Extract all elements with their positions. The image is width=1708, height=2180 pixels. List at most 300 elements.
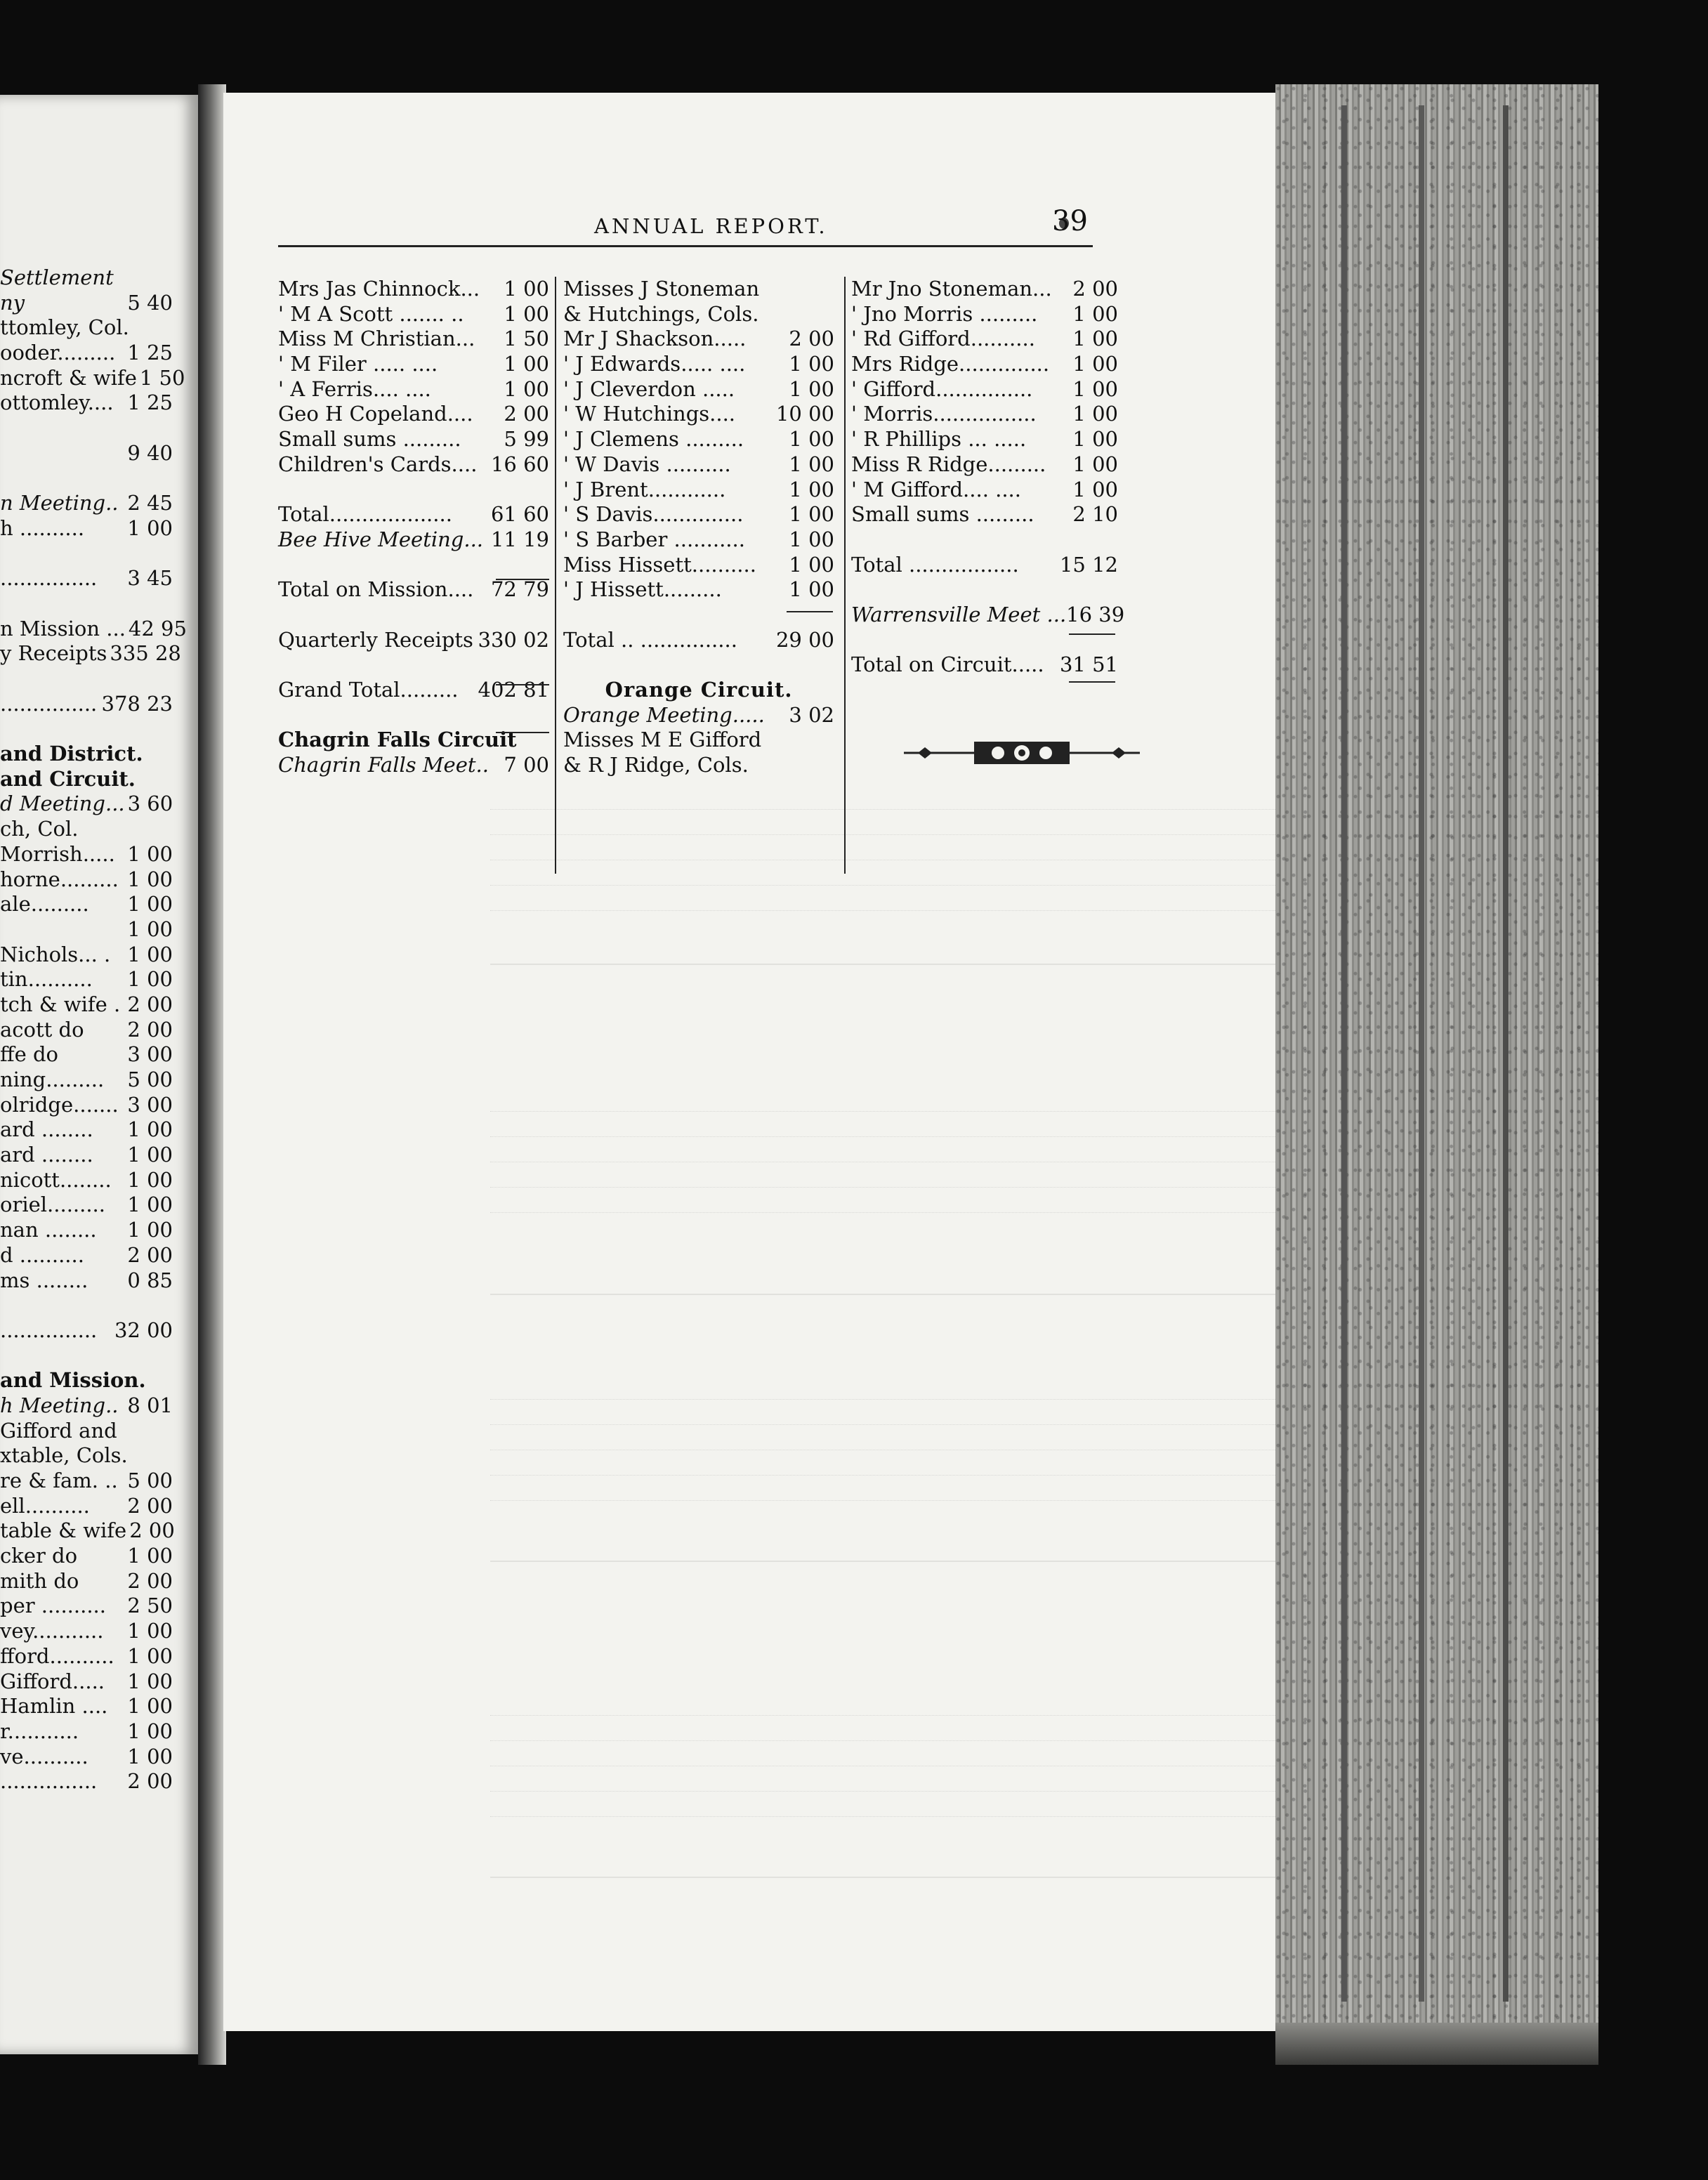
header-rule: [278, 245, 1093, 247]
entry-amount: 1 00: [1072, 452, 1118, 476]
entry-amount: 1 00: [504, 352, 549, 376]
entry-amount: [170, 416, 173, 441]
entry-name: Miss Hissett..........: [563, 552, 756, 577]
ledger-row: [0, 1268, 173, 1294]
ledger-row: [563, 327, 834, 352]
ledger-row: [0, 1368, 173, 1393]
ledger-row: [0, 1644, 173, 1669]
entry-amount: 16 60: [490, 452, 549, 476]
ledger-row: [563, 577, 834, 603]
entry-name: mith do: [0, 1568, 79, 1593]
ledger-row: [0, 1469, 173, 1494]
entry-name: ncroft & wife: [0, 365, 137, 390]
entry-name: ' J Edwards..... ....: [563, 352, 746, 376]
entry-amount: [170, 541, 173, 567]
ledger-row: [0, 1619, 173, 1644]
entry-name: Morrish.....: [0, 841, 115, 866]
entry-name: Total .. ...............: [563, 627, 737, 652]
entry-name: nan ........: [0, 1218, 97, 1242]
entry-amount: 5 00: [127, 1469, 173, 1492]
entry-amount: 1 00: [127, 1744, 173, 1768]
entry-name: nicott........: [0, 1167, 112, 1192]
ledger-row: [278, 527, 549, 553]
entry-name: Mrs Ridge..............: [851, 352, 1050, 376]
ledger-row: [278, 302, 549, 327]
entry-name: Total on Circuit.....: [851, 652, 1044, 677]
entry-name: h ..........: [0, 516, 85, 540]
ledger-row: [0, 265, 173, 291]
entry-amount: 1 00: [504, 277, 549, 301]
entry-name: h Meeting..: [0, 1393, 119, 1417]
ledger-row: [563, 377, 834, 402]
entry-name: Gifford and: [0, 1418, 117, 1443]
ledger-row: [851, 452, 1118, 478]
entry-name: ' Jno Morris .........: [851, 301, 1038, 326]
entry-name: ' M A Scott ....... ..: [278, 301, 464, 326]
ledger-row: [278, 377, 549, 402]
entry-name: re & fam. ..: [0, 1469, 118, 1492]
ledger-row: [0, 541, 173, 567]
ledger-row: [851, 352, 1118, 377]
entry-amount: 1 00: [789, 552, 834, 577]
entry-amount: 1 00: [127, 942, 173, 966]
entry-amount: 1 00: [127, 516, 173, 540]
entry-amount: 2 00: [127, 1493, 173, 1518]
entry-name: Bee Hive Meeting...: [278, 527, 484, 551]
ledger-row: [563, 553, 834, 578]
ledger-row: [0, 1344, 173, 1369]
entry-name: ard ........: [0, 1117, 93, 1142]
ledger-row: [563, 402, 834, 427]
entry-amount: 3 00: [127, 1092, 173, 1117]
entry-name: ...............: [0, 1769, 98, 1794]
entry-amount: 1 00: [789, 427, 834, 452]
entry-name: and District.: [0, 742, 143, 766]
ledger-row: [278, 628, 549, 653]
ledger-row: [0, 466, 173, 492]
entry-name: [563, 603, 834, 628]
page-edge-shadow: [1419, 105, 1424, 2002]
ledger-row: [563, 452, 834, 478]
ledger-row: [563, 728, 834, 753]
entry-amount: 2 10: [1072, 502, 1118, 527]
entry-name: y Receipts: [0, 641, 107, 666]
entry-amount: [170, 742, 173, 767]
entry-amount: 1 00: [127, 892, 173, 917]
entry-amount: 5 00: [127, 1068, 173, 1091]
entry-name: Geo H Copeland....: [278, 402, 473, 426]
ledger-row: [0, 1745, 173, 1770]
entry-name: n Meeting..: [0, 491, 119, 516]
entry-name: ottomley....: [0, 390, 114, 415]
ledger-row: [851, 402, 1118, 427]
entry-amount: 1 00: [127, 967, 173, 992]
ledger-row: [0, 1168, 173, 1193]
entry-name: horne.........: [0, 867, 119, 891]
entry-name: Misses J Stoneman: [563, 277, 760, 301]
entry-amount: 1 00: [789, 577, 834, 602]
entry-name: ' W Hutchings....: [563, 402, 736, 426]
entry-amount: 5 99: [504, 427, 549, 452]
ledger-row: [563, 302, 834, 327]
ledger-row: [278, 502, 549, 527]
entry-amount: 1 00: [127, 1193, 173, 1217]
column-left: [278, 277, 549, 778]
ledger-row: [851, 628, 1118, 653]
ledger-row: [0, 566, 173, 591]
entry-name: ' S Davis..............: [563, 502, 744, 527]
entry-name: ttomley, Col.: [0, 315, 129, 340]
entry-amount: [170, 315, 173, 341]
ledger-row: [0, 1393, 173, 1419]
entry-amount: 1 00: [127, 1643, 173, 1668]
entry-name: Miss R Ridge.........: [851, 452, 1046, 476]
ledger-row: [851, 602, 1125, 628]
ledger-row: [851, 302, 1118, 327]
ledger-row: [0, 1143, 173, 1168]
ledger-row: [0, 692, 173, 717]
entry-amount: [170, 1368, 173, 1393]
ledger-row: [278, 277, 549, 302]
ledger-row: [563, 753, 834, 778]
entry-amount: 1 50: [139, 365, 185, 390]
entry-name: Quarterly Receipts: [278, 627, 473, 652]
ledger-row: [563, 652, 834, 678]
entry-amount: 61 60: [490, 502, 549, 527]
entry-amount: 29 00: [775, 627, 834, 652]
entry-name: Settlement: [0, 265, 114, 289]
entry-name: [278, 553, 549, 578]
ledger-row: [0, 1218, 173, 1243]
entry-name: Total .................: [851, 552, 1019, 577]
entry-amount: [170, 767, 173, 792]
entry-amount: [170, 1443, 173, 1469]
ledger-row: [0, 1042, 173, 1068]
entry-amount: 1 00: [789, 527, 834, 551]
ledger-row: [563, 352, 834, 377]
page-number: 39: [1052, 205, 1088, 237]
entry-amount: 9 40: [127, 440, 173, 465]
ledger-row: [0, 716, 173, 742]
ledger-row: [0, 291, 173, 316]
book-page-edges: [1275, 84, 1598, 2065]
entry-name: ' J Clemens .........: [563, 427, 744, 452]
ledger-row: [0, 616, 187, 642]
ledger-row: [0, 967, 173, 992]
entry-amount: 1 00: [127, 1694, 173, 1719]
entry-amount: [170, 716, 173, 742]
entry-amount: 1 50: [504, 327, 549, 351]
ledger-row: [851, 277, 1118, 302]
entry-amount: 1 00: [1072, 427, 1118, 452]
entry-name: ve..........: [0, 1744, 88, 1768]
ledger-row: [0, 390, 173, 416]
entry-amount: 2 00: [1072, 277, 1118, 301]
entry-name: d Meeting...: [0, 792, 125, 816]
ledger-row: [278, 577, 549, 603]
entry-name: ' J Hissett.........: [563, 577, 722, 602]
entry-name: ' Rd Gifford..........: [851, 327, 1035, 351]
ledger-row: [563, 628, 834, 653]
entry-name: Small sums .........: [851, 502, 1034, 527]
ledger-row: [563, 603, 834, 628]
entry-name: ooder.........: [0, 341, 116, 365]
ledger-row: [278, 753, 549, 778]
ledger-row: [851, 427, 1118, 452]
ledger-row: [0, 1018, 173, 1043]
entry-amount: [170, 466, 173, 492]
entry-name: [851, 527, 1118, 553]
entry-amount: 5 40: [127, 290, 173, 315]
entry-name: Total...................: [278, 502, 452, 527]
ledger-row: [563, 502, 834, 527]
entry-name: Small sums .........: [278, 427, 461, 452]
entry-name: [278, 652, 549, 678]
ledger-row: [0, 1494, 173, 1519]
entry-amount: 1 00: [127, 1619, 173, 1643]
ledger-row: [563, 703, 834, 728]
ledger-row: [851, 377, 1118, 402]
ledger-row: [0, 742, 173, 767]
sum-rule: [787, 611, 833, 612]
entry-amount: 7 00: [504, 753, 549, 777]
page-edge-shadow: [1503, 105, 1509, 2002]
entry-name: and Circuit.: [0, 766, 136, 791]
entry-name: r...........: [0, 1719, 79, 1743]
ledger-row: [0, 667, 173, 692]
column-right: [851, 277, 1125, 678]
ledger-row: [0, 1719, 173, 1745]
entry-name: ...............: [0, 691, 98, 716]
entry-name: Orange Circuit.: [605, 678, 793, 702]
entry-amount: 31 51: [1059, 652, 1118, 677]
entry-name: xtable, Cols.: [0, 1443, 128, 1468]
ledger-row: [563, 678, 834, 703]
entry-name: Grand Total.........: [278, 678, 459, 702]
entry-amount: 1 00: [127, 841, 173, 866]
entry-name: Total on Mission....: [278, 577, 474, 602]
entry-name: Miss M Christian...: [278, 327, 475, 351]
ledger-row: [0, 1518, 173, 1544]
entry-amount: 335 28: [110, 641, 181, 666]
entry-amount: 3 45: [127, 566, 173, 591]
entry-name: ms ........: [0, 1268, 88, 1292]
entry-amount: 1 00: [1072, 402, 1118, 426]
entry-amount: [170, 265, 173, 291]
entry-name: Mr J Shackson.....: [563, 327, 747, 351]
entry-name: acott do: [0, 1017, 84, 1042]
entry-amount: 1 25: [127, 341, 173, 365]
entry-amount: 32 00: [114, 1318, 173, 1342]
ledger-row: [0, 1544, 173, 1569]
ledger-row: [0, 441, 173, 466]
entry-amount: 10 00: [775, 402, 834, 426]
entry-name: ' Gifford...............: [851, 376, 1033, 401]
entry-amount: 72 79: [490, 577, 549, 602]
entry-name: tin..........: [0, 967, 93, 992]
ledger-row: [0, 1443, 173, 1469]
ledger-row: [0, 1318, 173, 1344]
entry-name: cker do: [0, 1544, 78, 1568]
entry-amount: 2 00: [127, 1017, 173, 1042]
entry-name: Mr Jno Stoneman...: [851, 277, 1052, 301]
entry-name: [278, 703, 549, 728]
ledger-row: [0, 792, 173, 817]
entry-amount: 1 00: [789, 352, 834, 376]
entry-amount: 1 00: [1072, 376, 1118, 401]
entry-name: ning.........: [0, 1068, 105, 1091]
ledger-row: [0, 341, 173, 366]
entry-name: ' R Phillips ... .....: [851, 427, 1027, 452]
entry-amount: 1 00: [127, 1167, 173, 1192]
ledger-row: [0, 641, 181, 667]
column-divider: [844, 277, 846, 874]
entry-name: ' W Davis ..........: [563, 452, 731, 476]
running-head: ANNUAL REPORT.: [594, 214, 828, 238]
ledger-row: [0, 867, 173, 893]
ledger-row: [278, 652, 549, 678]
entry-name: ell..........: [0, 1493, 90, 1518]
entry-amount: 378 23: [101, 691, 173, 716]
ledger-row: [0, 516, 173, 541]
ledger-row: [0, 1193, 173, 1218]
entry-name: & R J Ridge, Cols.: [563, 753, 749, 777]
entry-name: ch, Col.: [0, 817, 79, 841]
entry-name: ' S Barber ...........: [563, 527, 745, 551]
ledger-row: [278, 352, 549, 377]
entry-name: [278, 603, 549, 628]
book-bottom-edge: [1275, 2023, 1598, 2065]
entry-amount: 1 00: [127, 1218, 173, 1242]
entry-name: fford..........: [0, 1643, 114, 1668]
entry-amount: 2 00: [127, 1242, 173, 1267]
entry-amount: 3 00: [127, 1042, 173, 1067]
ledger-row: [851, 478, 1118, 503]
entry-amount: 3 02: [789, 702, 834, 727]
entry-amount: 1 00: [789, 502, 834, 527]
entry-amount: 1 00: [127, 1143, 173, 1167]
entry-amount: [170, 667, 173, 692]
entry-name: Warrensville Meet ...: [851, 602, 1067, 626]
entry-amount: [170, 591, 173, 617]
ledger-row: [278, 678, 549, 703]
entry-name: ' J Cleverdon .....: [563, 376, 735, 401]
entry-name: per ..........: [0, 1594, 106, 1618]
entry-name: ' Morris................: [851, 402, 1037, 426]
entry-name: ale.........: [0, 892, 89, 917]
ledger-row: [278, 427, 549, 452]
ledger-row: [278, 703, 549, 728]
ledger-row: [0, 943, 173, 968]
entry-amount: 2 00: [789, 327, 834, 351]
ledger-row: [851, 577, 1118, 603]
entry-amount: 2 50: [127, 1594, 173, 1618]
ledger-row: [0, 767, 173, 792]
entry-amount: 2 00: [504, 402, 549, 426]
ledger-row: [851, 652, 1118, 678]
entry-amount: 11 19: [490, 527, 549, 551]
entry-amount: 42 95: [128, 616, 187, 641]
sum-rule: [496, 684, 549, 685]
ledger-row: [0, 1569, 173, 1594]
sum-rule: [1069, 681, 1115, 683]
entry-amount: 3 60: [127, 792, 173, 816]
page-edge-shadow: [1341, 105, 1347, 2002]
ledger-row: [0, 892, 173, 917]
ledger-row: [0, 917, 173, 943]
left-page-column: [0, 265, 187, 1794]
entry-name: ' M Filer ..... ....: [278, 352, 438, 376]
entry-amount: 1 00: [127, 1544, 173, 1568]
entry-amount: 8 01: [127, 1393, 173, 1417]
entry-amount: 1 25: [127, 390, 173, 415]
entry-amount: 1 00: [789, 376, 834, 401]
entry-amount: 2 00: [129, 1518, 175, 1543]
entry-name: vey...........: [0, 1619, 104, 1643]
entry-name: ...............: [0, 566, 98, 591]
entry-name: ' M Gifford.... ....: [851, 477, 1021, 501]
entry-name: and Mission.: [0, 1368, 146, 1393]
entry-name: [851, 577, 1118, 603]
ledger-row: [563, 527, 834, 553]
entry-name: Chagrin Falls Meet..: [278, 753, 489, 777]
entry-amount: [170, 817, 173, 842]
entry-amount: 330 02: [478, 627, 549, 652]
ledger-row: [0, 1594, 173, 1619]
ledger-row: [0, 1769, 173, 1794]
entry-amount: 1 00: [127, 867, 173, 891]
entry-name: Chagrin Falls Circuit: [278, 728, 517, 752]
ledger-row: [0, 992, 173, 1018]
entry-amount: 16 39: [1066, 602, 1125, 626]
ledger-row: [563, 427, 834, 452]
sum-rule: [496, 732, 549, 733]
entry-amount: 1 00: [1072, 327, 1118, 351]
entry-amount: 2 00: [127, 1568, 173, 1593]
entry-amount: 402 81: [478, 678, 549, 702]
ledger-row: [0, 416, 173, 441]
entry-amount: [170, 1344, 173, 1369]
entry-name: ' J Brent............: [563, 477, 726, 501]
entry-amount: 0 85: [127, 1268, 173, 1292]
entry-amount: [170, 1419, 173, 1444]
entry-name: ...............: [0, 1318, 98, 1342]
ledger-row: [278, 402, 549, 427]
ledger-row: [563, 478, 834, 503]
ledger-row: [278, 478, 549, 503]
entry-name: tch & wife .: [0, 992, 121, 1016]
entry-name: ard ........: [0, 1143, 93, 1167]
ledger-row: [0, 315, 173, 341]
right-page: [223, 93, 1275, 2031]
ledger-row: [278, 603, 549, 628]
entry-name: table & wife: [0, 1518, 127, 1543]
entry-name: Orange Meeting.....: [563, 702, 765, 727]
ledger-row: [0, 1669, 173, 1695]
ledger-row: [0, 1419, 173, 1444]
entry-amount: 1 00: [127, 1669, 173, 1693]
entry-name: Nichols... .: [0, 942, 111, 966]
ledger-row: [0, 1117, 173, 1143]
entry-amount: 2 45: [127, 491, 173, 516]
entry-amount: 1 00: [127, 1719, 173, 1743]
ledger-row: [0, 365, 185, 391]
entry-amount: 1 00: [1072, 352, 1118, 376]
ledger-row: [0, 1068, 173, 1093]
column-middle: [563, 277, 834, 778]
ledger-row: [0, 1243, 173, 1268]
ledger-row: [851, 527, 1118, 553]
